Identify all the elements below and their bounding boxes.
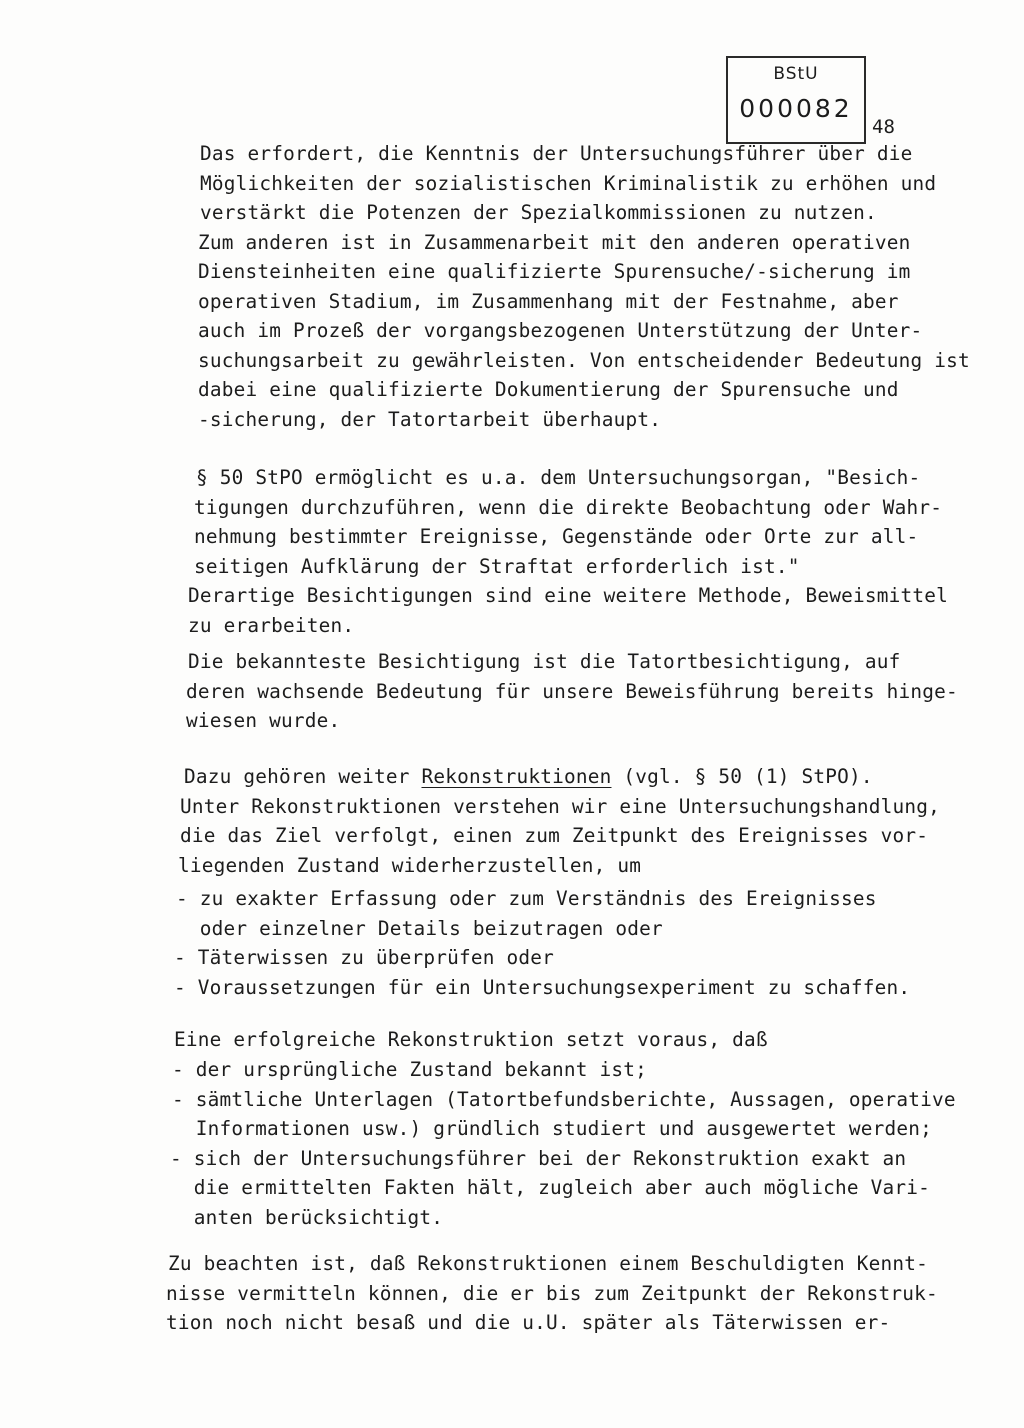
text-line: dabei eine qualifizierte Dokumentierung der Spurensuche und — [198, 378, 899, 401]
text-line: auch im Prozeß der vorgangsbezogenen Unterstützung der Unter- — [198, 319, 923, 342]
text-line: deren wachsende Bedeutung für unsere Beweisführung bereits hinge- — [186, 680, 958, 703]
text-line: tion noch nicht besaß und die u.U. später als Täterwissen er- — [166, 1311, 891, 1334]
text-segment: (vgl. § 50 (1) StPO). — [611, 765, 873, 788]
stamp-number: 000082 — [739, 94, 853, 123]
text-line: wiesen wurde. — [186, 709, 341, 732]
list-item: - Voraussetzungen für ein Untersuchungsexperiment zu schaffen. — [174, 976, 911, 999]
text-line: Derartige Besichtigungen sind eine weitere Methode, Beweismittel — [188, 584, 948, 607]
text-line: nisse vermitteln können, die er bis zum Zeitpunkt der Rekonstruk- — [166, 1282, 938, 1305]
text-line: zu erarbeiten. — [188, 614, 355, 637]
list-item: oder einzelner Details beizutragen oder — [176, 917, 663, 940]
list-item: - Täterwissen zu überprüfen oder — [174, 946, 554, 969]
text-line: Unter Rekonstruktionen verstehen wir eine Untersuchungshandlung, — [180, 795, 940, 818]
text-line: seitigen Aufklärung der Straftat erforderlich ist." — [194, 555, 800, 578]
text-line: Das erfordert, die Kenntnis der Untersuchungsführer über die — [200, 142, 913, 165]
list-item: - der ursprüngliche Zustand bekannt ist; — [172, 1058, 647, 1081]
stamp-label: BStU — [773, 64, 819, 84]
text-segment: Dazu gehören weiter — [184, 765, 422, 788]
text-line: Die bekannteste Besichtigung ist die Tatortbesichtigung, auf — [188, 650, 901, 673]
page-number: 48 — [872, 116, 895, 138]
text-line: Diensteinheiten eine qualifizierte Spurensuche/-sicherung im — [198, 260, 911, 283]
text-line: tigungen durchzuführen, wenn die direkte Beobachtung oder Wahr- — [194, 496, 943, 519]
text-line: Zu beachten ist, daß Rekonstruktionen einem Beschuldigten Kennt- — [168, 1252, 928, 1275]
list-item: Informationen usw.) gründlich studiert und ausgewertet werden; — [172, 1117, 932, 1140]
text-line: Möglichkeiten der sozialistischen Kriminalistik zu erhöhen und — [200, 172, 937, 195]
underlined-term: Rekonstruktionen — [421, 765, 612, 788]
text-line: operativen Stadium, im Zusammenhang mit der Festnahme, aber — [198, 290, 899, 313]
text-line: verstärkt die Potenzen der Spezialkommissionen zu nutzen. — [200, 201, 877, 224]
list-item: - zu exakter Erfassung oder zum Verständnis des Ereignisses — [176, 887, 877, 910]
text-line — [184, 765, 873, 789]
list-item: die ermittelten Fakten hält, zugleich aber auch mögliche Vari- — [170, 1176, 930, 1199]
text-line: die das Ziel verfolgt, einen zum Zeitpunkt des Ereignisses vor- — [180, 824, 929, 847]
text-line: Zum anderen ist in Zusammenarbeit mit den anderen operativen — [198, 231, 911, 254]
text-line: § 50 StPO ermöglicht es u.a. dem Untersuchungsorgan, "Besich- — [196, 466, 921, 489]
text-line: -sicherung, der Tatortarbeit überhaupt. — [198, 408, 662, 431]
list-item: anten berücksichtigt. — [170, 1206, 444, 1229]
text-line: suchungsarbeit zu gewährleisten. Von entscheidender Bedeutung ist — [198, 349, 970, 372]
text-line: liegenden Zustand widerherzustellen, um — [178, 854, 642, 877]
list-item: - sämtliche Unterlagen (Tatortbefundsberichte, Aussagen, operative — [172, 1088, 956, 1111]
text-line: Eine erfolgreiche Rekonstruktion setzt voraus, daß — [174, 1028, 768, 1051]
list-item: - sich der Untersuchungsführer bei der Rekonstruktion exakt an — [170, 1147, 907, 1170]
archive-stamp — [726, 56, 866, 144]
text-line: nehmung bestimmter Ereignisse, Gegenstände oder Orte zur all- — [194, 525, 919, 548]
